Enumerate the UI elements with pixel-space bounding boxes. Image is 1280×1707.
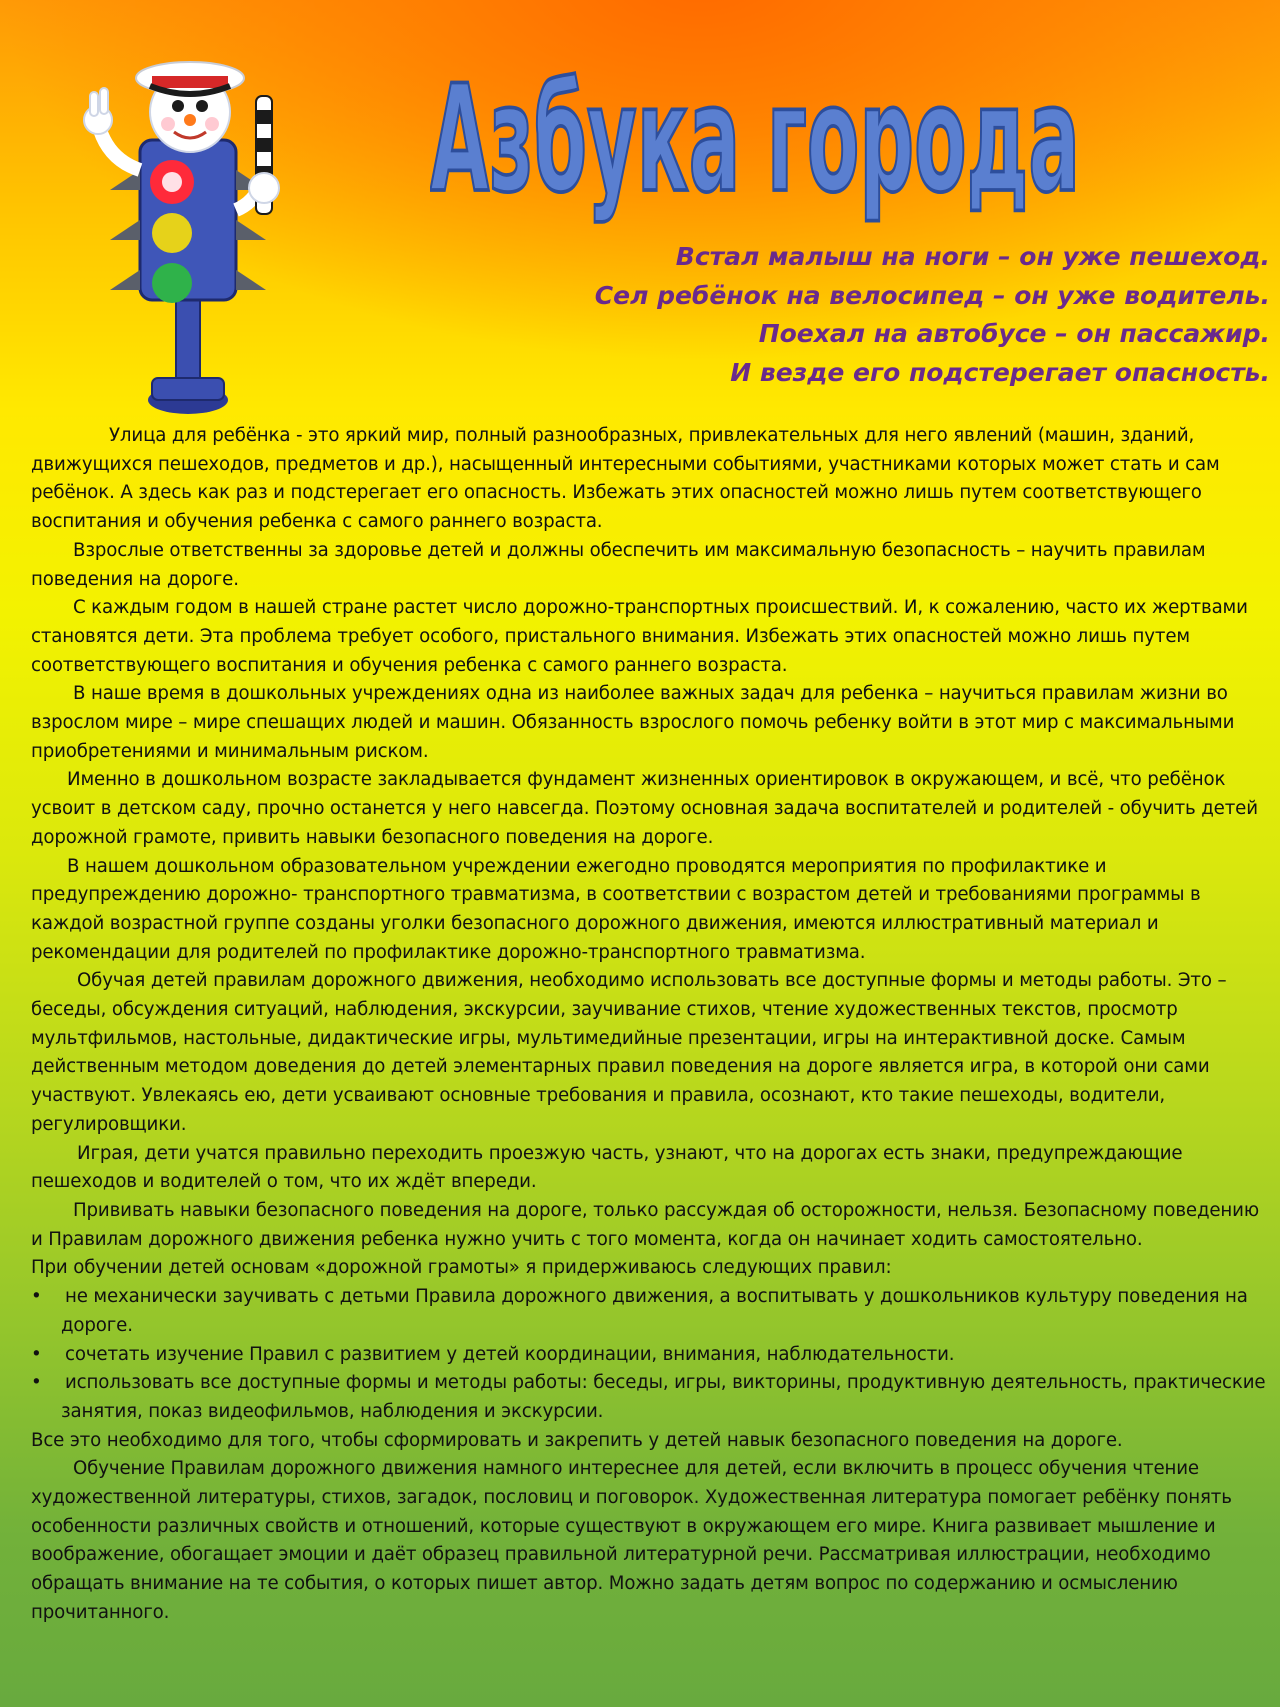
paragraph: Обучение Правилам дорожного движения намного интереснее для детей, если включить в процесс обучения чтение художественной литературы, стихов, загадок, пословиц и поговорок. Художественная литература помогает ребёнку понять особенности различных свойств и отношений, которые существуют в окружающем его мире. Книга развивает мышление и воображение, обогащает эмоции и даёт образец правильной литературной речи. Рассматривая иллюстрации, необходимо обращать внимание на те события, о которых пишет автор. Можно задать детям вопрос по содержанию и осмыслению прочитанного.	[31, 1458, 1232, 1623]
paragraph: С каждым годом в нашей стране растет число дорожно-транспортных происшествий. И, к сожалению, часто их жертвами становятся дети. Эта проблема требует особого, пристального внимания. Избежать этих опасностей можно лишь путем соответствующего воспитания и обучения ребенка с самого раннего возраста.	[31, 597, 1248, 676]
list-item	[31, 1369, 1271, 1426]
paragraph: Играя, дети учатся правильно переходить проезжую часть, узнают, что на дорогах есть знаки, предупреждающие пешеходов и водителей о том, что их ждёт впереди.	[31, 1142, 1183, 1193]
paragraph: Взрослые ответственны за здоровье детей и должны обеспечить им максимальную безопасность – научить правилам поведения на дороге.	[31, 539, 1206, 590]
article-body	[31, 422, 1271, 1628]
poem-line: Сел ребёнок на велосипед – он уже водитель.	[594, 280, 1270, 310]
paragraph: В наше время в дошкольных учреждениях одна из наиболее важных задач для ребенка – научиться правилам жизни во взрослом мире – мире спешащих людей и машин. Обязанность взрослого помочь ребенку войти в этот мир с максимальными приобретениями и минимальным риском.	[31, 683, 1235, 762]
list-item-text: использовать все доступные формы и методы работы: беседы, игры, викторины, продуктивную деятельность, практические занятия, показ видеофильмов, наблюдения и экскурсии.	[61, 1372, 1266, 1422]
summary: Все это необходимо для того, чтобы сформировать и закрепить у детей навык безопасного поведения на дороге.	[31, 1429, 1123, 1451]
bullet-icon: •	[31, 1372, 42, 1394]
paragraph: Улица для ребёнка - это яркий мир, полный разнообразных, привлекательных для него явлений (машин, зданий, движущихся пешеходов, предметов и др.), насыщенный интересными событиями, участниками которых может стать и сам ребёнок. А здесь как раз и подстерегает его опасность. Избежать этих опасностей можно лишь путем соответствующего воспитания и обучения ребенка с самого раннего возраста.	[31, 425, 1220, 533]
bullet-icon: •	[31, 1286, 42, 1308]
traffic-light-mascot-illustration	[60, 40, 320, 420]
list-item-text: не механически заучивать с детьми Правила дорожного движения, а воспитывать у дошкольников культуру поведения на дороге.	[61, 1286, 1248, 1336]
poem-line: И везде его подстерегает опасность.	[730, 357, 1270, 387]
paragraph: Именно в дошкольном возрасте закладывается фундамент жизненных ориентировок в окружающем, и всё, что ребёнок усвоит в детском саду, прочно останется у него навсегда. Поэтому основная задача воспитателей и родителей - обучить детей дорожной грамоте, привить навыки безопасного поведения на дороге.	[31, 769, 1258, 848]
poem-line: Поехал на автобусе – он пассажир.	[758, 319, 1270, 348]
page-title-text: Азбука города	[430, 54, 1080, 226]
paragraph: В нашем дошкольном образовательном учреждении ежегодно проводятся мероприятия по профилактике и предупреждению дорожно- транспортного травматизма, в соответствии с возрастом детей и требованиями программы в каждой возрастной группе созданы уголки безопасного дорожного движения, имеются иллюстративный материал и рекомендации для родителей по профилактике дорожно-транспортного травматизма.	[31, 855, 1201, 963]
list-item	[31, 1283, 1271, 1340]
page-title	[430, 40, 1110, 240]
rules-list	[31, 1283, 1271, 1427]
bullet-icon: •	[31, 1343, 42, 1365]
poem-line: Встал малыш на ноги – он уже пешеход.	[675, 242, 1270, 271]
epigraph-poem	[470, 238, 1270, 392]
paragraph: Прививать навыки безопасного поведения на дороге, только рассуждая об осторожности, нельзя. Безопасному поведению и Правилам дорожного движения ребенка нужно учить с того момента, когда он начинает ходить самостоятельно.	[31, 1199, 1260, 1250]
paragraph: Обучая детей правилам дорожного движения, необходимо использовать все доступные формы и методы работы. Это – беседы, обсуждения ситуаций, наблюдения, экскурсии, заучивание стихов, чтение художественных текстов, просмотр мультфильмов, настольные, дидактические игры, мультимедийные презентации, игры на интерактивной доске. Самым действенным методом доведения до детей элементарных правил поведения на дороге является игра, в которой они сами участвуют. Увлекаясь ею, дети усваивают основные требования и правила, осознают, кто такие пешеходы, водители, регулировщики.	[31, 970, 1227, 1135]
list-item	[31, 1341, 1271, 1370]
rules-intro: При обучении детей основам «дорожной грамоты» я придерживаюсь следующих правил:	[31, 1257, 892, 1279]
list-item-text: сочетать изучение Правил с развитием у детей координации, внимания, наблюдательности.	[65, 1343, 955, 1365]
